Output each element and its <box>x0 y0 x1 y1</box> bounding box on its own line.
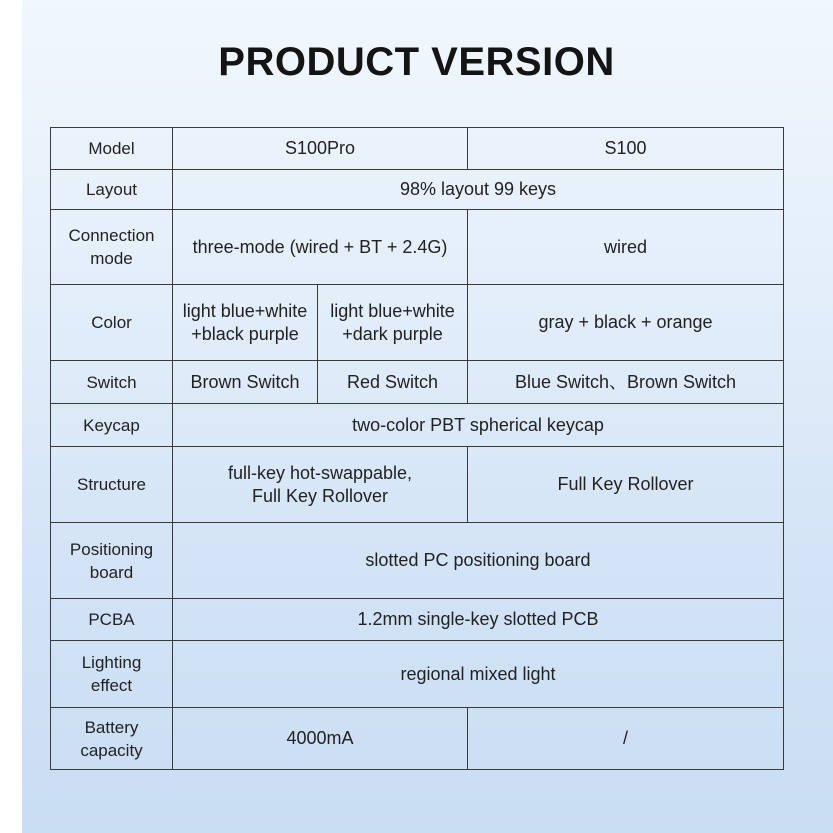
cell-switch-variant-1: Brown Switch <box>173 361 318 404</box>
cell-connection-s100pro: three-mode (wired + BT + 2.4G) <box>173 210 468 285</box>
cell-pcba: 1.2mm single-key slotted PCB <box>173 599 784 641</box>
row-label-layout: Layout <box>51 170 173 210</box>
cell-color-variant-1: light blue+white +black purple <box>173 285 318 361</box>
cell-switch-s100: Blue Switch、Brown Switch <box>468 361 784 404</box>
cell-connection-s100: wired <box>468 210 784 285</box>
page-title: PRODUCT VERSION <box>218 40 615 84</box>
row-label-model: Model <box>51 128 173 170</box>
table-row-switch <box>51 361 784 404</box>
table-row-structure <box>51 447 784 523</box>
row-label-connection: Connection mode <box>51 210 173 285</box>
cell-color-s100: gray + black + orange <box>468 285 784 361</box>
table-row-positioning <box>51 523 784 599</box>
row-label-keycap: Keycap <box>51 404 173 447</box>
cell-color-variant-2: light blue+white +dark purple <box>318 285 468 361</box>
table-row-model <box>51 128 784 170</box>
table-row-battery <box>51 708 784 770</box>
spec-table <box>50 127 784 770</box>
cell-battery-s100pro: 4000mA <box>173 708 468 770</box>
table-row-lighting <box>51 641 784 708</box>
cell-model-s100: S100 <box>468 128 784 170</box>
table-row-pcba <box>51 599 784 641</box>
cell-model-s100pro: S100Pro <box>173 128 468 170</box>
table-row-keycap <box>51 404 784 447</box>
cell-battery-s100: / <box>468 708 784 770</box>
cell-structure-s100: Full Key Rollover <box>468 447 784 523</box>
table-row-layout <box>51 170 784 210</box>
row-label-battery: Battery capacity <box>51 708 173 770</box>
row-label-pcba: PCBA <box>51 599 173 641</box>
row-label-switch: Switch <box>51 361 173 404</box>
cell-positioning: slotted PC positioning board <box>173 523 784 599</box>
cell-structure-s100pro: full-key hot-swappable, Full Key Rollover <box>173 447 468 523</box>
cell-switch-variant-2: Red Switch <box>318 361 468 404</box>
row-label-lighting: Lighting effect <box>51 641 173 708</box>
cell-keycap: two-color PBT spherical keycap <box>173 404 784 447</box>
row-label-positioning: Positioning board <box>51 523 173 599</box>
table-row-connection <box>51 210 784 285</box>
row-label-structure: Structure <box>51 447 173 523</box>
table-row-color <box>51 285 784 361</box>
row-label-color: Color <box>51 285 173 361</box>
cell-lighting: regional mixed light <box>173 641 784 708</box>
cell-layout: 98% layout 99 keys <box>173 170 784 210</box>
